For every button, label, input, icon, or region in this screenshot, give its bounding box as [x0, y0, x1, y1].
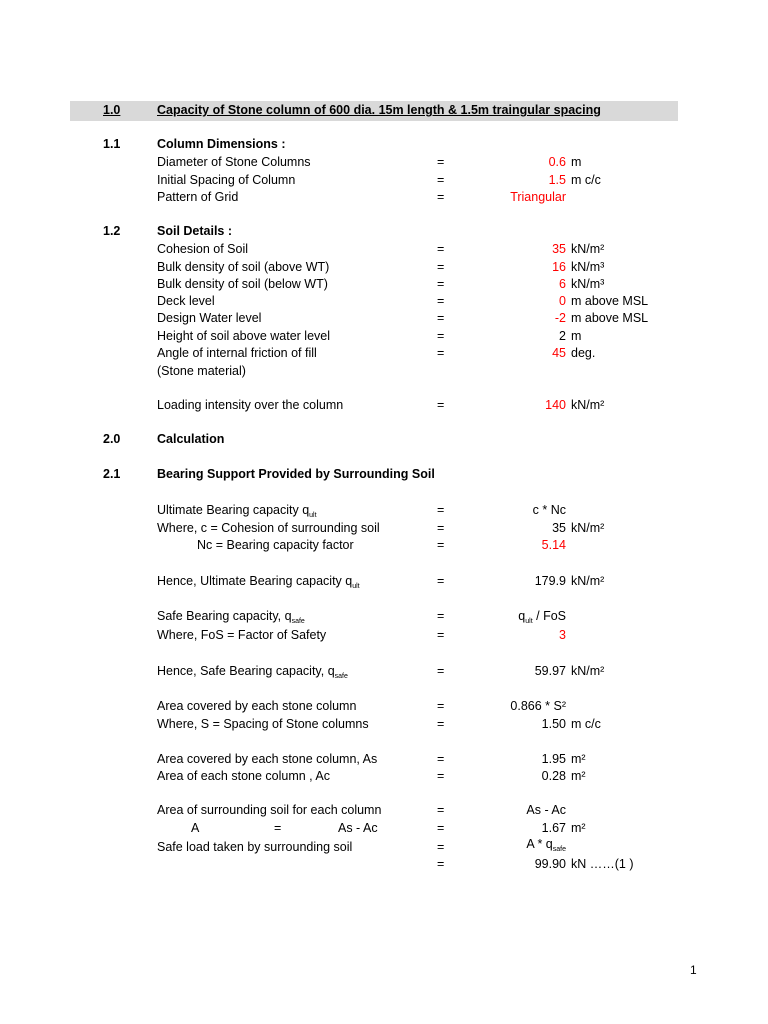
symbol-a: A	[191, 821, 200, 835]
table-row	[0, 820, 768, 837]
page-number: 1	[690, 963, 697, 977]
title-number: 1.0	[103, 103, 121, 117]
row-unit: kN/m²	[571, 242, 605, 256]
equals-sign: =	[437, 311, 445, 325]
row-value	[518, 608, 566, 627]
row-label: Where, S = Spacing of Stone columns	[157, 717, 369, 731]
table-row	[0, 520, 768, 537]
row-value: 5.14	[541, 538, 566, 552]
table-row	[0, 573, 768, 590]
equals-sign: =	[437, 840, 445, 854]
table-row	[0, 768, 768, 785]
row-unit: m²	[571, 752, 586, 766]
row-value: 2	[559, 329, 566, 343]
row-unit: m	[571, 329, 582, 343]
row-label: Diameter of Stone Columns	[157, 155, 311, 169]
section-1-2-heading	[0, 223, 768, 240]
row-value: 59.97	[534, 664, 566, 678]
row-label: Area of surrounding soil for each column	[157, 803, 382, 817]
row-value: 99.90	[534, 857, 566, 871]
row-label: Area covered by each stone column	[157, 699, 357, 713]
subscript: ult	[525, 618, 533, 625]
equals-sign: =	[437, 717, 445, 731]
label-text: Safe Bearing capacity, q	[157, 609, 292, 623]
table-row	[0, 502, 768, 519]
section-number: 1.1	[103, 137, 121, 151]
row-label: Angle of internal friction of fill	[157, 346, 317, 360]
table-row	[0, 345, 768, 362]
row-value: -2	[554, 311, 566, 325]
label-text: Ultimate Bearing capacity q	[157, 503, 310, 517]
table-row	[0, 663, 768, 680]
equals-sign: =	[274, 821, 282, 835]
row-value: 0.6	[548, 155, 566, 169]
row-label: Nc = Bearing capacity factor	[197, 538, 354, 552]
table-row	[0, 627, 768, 644]
section-heading: Calculation	[157, 432, 225, 446]
row-value: 1.50	[541, 717, 566, 731]
row-label: Bulk density of soil (below WT)	[157, 277, 328, 291]
row-unit: kN ……(1 )	[571, 857, 634, 871]
row-label: Where, FoS = Factor of Safety	[157, 628, 327, 642]
row-unit: kN/m³	[571, 277, 605, 291]
row-label	[157, 502, 317, 521]
row-label	[157, 663, 348, 682]
row-label: Loading intensity over the column	[157, 398, 344, 412]
value-text: / FoS	[532, 609, 566, 623]
equals-sign: =	[437, 521, 445, 535]
section-heading: Bearing Support Provided by Surrounding Soil	[157, 467, 435, 481]
table-row	[0, 276, 768, 293]
value-text: q	[518, 609, 526, 623]
row-value: 0	[559, 294, 566, 308]
table-row	[0, 856, 768, 873]
equals-sign: =	[437, 609, 445, 623]
equals-sign: =	[437, 346, 445, 360]
section-heading: Column Dimensions :	[157, 137, 286, 151]
equals-sign: =	[437, 329, 445, 343]
equals-sign: =	[437, 821, 445, 835]
table-row	[0, 259, 768, 276]
equals-sign: =	[437, 173, 445, 187]
table-row	[0, 608, 768, 625]
row-label: Initial Spacing of Column	[157, 173, 296, 187]
row-label: Deck level	[157, 294, 215, 308]
row-value: 1.5	[548, 173, 566, 187]
row-value: 3	[559, 628, 566, 642]
table-row	[0, 751, 768, 768]
table-row	[0, 698, 768, 715]
row-value: 16	[552, 260, 566, 274]
equals-sign: =	[437, 803, 445, 817]
equals-sign: =	[437, 752, 445, 766]
row-value: 35	[552, 521, 566, 535]
table-row	[0, 241, 768, 258]
row-unit: deg.	[571, 346, 596, 360]
equals-sign: =	[437, 294, 445, 308]
table-row	[0, 537, 768, 554]
equals-sign: =	[437, 857, 445, 871]
row-unit: kN/m³	[571, 260, 605, 274]
row-unit: m²	[571, 821, 586, 835]
row-value: 179.9	[534, 574, 566, 588]
row-value: 45	[552, 346, 566, 360]
row-unit: kN/m²	[571, 664, 605, 678]
value-text: A * q	[526, 837, 553, 851]
equals-sign: =	[437, 260, 445, 274]
table-row	[0, 293, 768, 310]
equals-sign: =	[437, 398, 445, 412]
row-label	[157, 573, 360, 592]
row-label: (Stone material)	[157, 364, 246, 378]
row-label: Where, c = Cohesion of surrounding soil	[157, 521, 380, 535]
section-number: 1.2	[103, 224, 121, 238]
row-label: Height of soil above water level	[157, 329, 331, 343]
section-number: 2.1	[103, 467, 121, 481]
row-label: Pattern of Grid	[157, 190, 239, 204]
row-value: As - Ac	[526, 803, 566, 817]
label-text: Hence, Ultimate Bearing capacity q	[157, 574, 353, 588]
table-row	[0, 310, 768, 327]
row-label: Design Water level	[157, 311, 262, 325]
equals-sign: =	[437, 503, 445, 517]
table-row	[0, 802, 768, 819]
row-unit: m c/c	[571, 717, 601, 731]
subscript: ult	[352, 583, 360, 590]
row-label: Area of each stone column , Ac	[157, 769, 331, 783]
row-value: 140	[545, 398, 566, 412]
title-row	[0, 102, 768, 119]
equals-sign: =	[437, 190, 445, 204]
equals-sign: =	[437, 769, 445, 783]
row-unit: m above MSL	[571, 294, 649, 308]
table-row	[0, 172, 768, 189]
title-text: Capacity of Stone column of 600 dia. 15m length & 1.5m traingular spacing	[157, 103, 601, 117]
table-row	[0, 328, 768, 345]
row-unit: kN/m²	[571, 574, 605, 588]
row-unit: m c/c	[571, 173, 601, 187]
row-value: Triangular	[510, 190, 566, 204]
row-value: 0.28	[541, 769, 566, 783]
equals-sign: =	[437, 538, 445, 552]
equals-sign: =	[437, 628, 445, 642]
row-label: Safe load taken by surrounding soil	[157, 840, 353, 854]
section-2-0-heading	[0, 431, 768, 448]
table-row	[0, 397, 768, 414]
row-label	[157, 608, 305, 627]
row-value: 1.67	[541, 821, 566, 835]
row-value: c * Nc	[532, 503, 566, 517]
equals-sign: =	[437, 664, 445, 678]
table-row	[0, 189, 768, 206]
equals-sign: =	[437, 242, 445, 256]
subscript: safe	[552, 846, 566, 853]
subscript: safe	[334, 673, 348, 680]
row-unit: m	[571, 155, 582, 169]
subscript: safe	[291, 618, 305, 625]
row-value: 0.866 * S²	[510, 699, 566, 713]
row-value: 35	[552, 242, 566, 256]
row-label: Area covered by each stone column, As	[157, 752, 378, 766]
equals-sign: =	[437, 155, 445, 169]
expression: As - Ac	[338, 821, 378, 835]
row-unit: kN/m²	[571, 521, 605, 535]
row-value	[526, 836, 566, 855]
section-2-1-heading	[0, 466, 768, 483]
subscript: ult	[309, 512, 317, 519]
section-heading: Soil Details :	[157, 224, 233, 238]
row-label: Cohesion of Soil	[157, 242, 249, 256]
row-label: Bulk density of soil (above WT)	[157, 260, 330, 274]
table-row	[0, 154, 768, 171]
row-unit: m²	[571, 769, 586, 783]
label-text: Hence, Safe Bearing capacity, q	[157, 664, 335, 678]
table-row	[0, 839, 768, 856]
section-number: 2.0	[103, 432, 121, 446]
row-unit: kN/m²	[571, 398, 605, 412]
section-1-1-heading	[0, 136, 768, 153]
row-value: 1.95	[541, 752, 566, 766]
row-value: 6	[559, 277, 566, 291]
equals-sign: =	[437, 277, 445, 291]
equals-sign: =	[437, 699, 445, 713]
equals-sign: =	[437, 574, 445, 588]
row-unit: m above MSL	[571, 311, 649, 325]
table-row	[0, 363, 768, 380]
table-row	[0, 716, 768, 733]
